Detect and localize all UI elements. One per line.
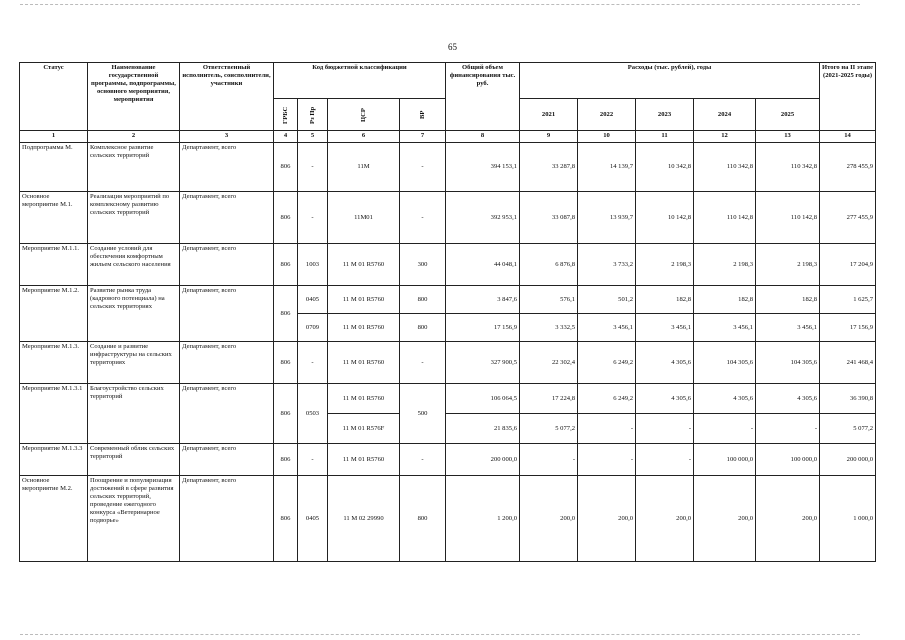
cell-2021: -	[520, 444, 578, 476]
cell-rzpr: -	[298, 192, 328, 244]
cell-2021: 576,1	[520, 286, 578, 314]
cell-2022: 6 249,2	[578, 384, 636, 414]
cell-total: 17 156,9	[446, 314, 520, 342]
cell-total: 1 200,0	[446, 476, 520, 562]
scan-edge-bottom	[20, 634, 860, 635]
cell-total: 392 953,1	[446, 192, 520, 244]
cell-2024: 200,0	[694, 476, 756, 562]
cell-total: 3 847,6	[446, 286, 520, 314]
cell-csr: 11М	[328, 143, 400, 192]
cell-responsible: Департамент, всего	[180, 244, 274, 286]
cell-responsible: Департамент, всего	[180, 476, 274, 562]
cell-2023: -	[636, 414, 694, 444]
cell-responsible: Департамент, всего	[180, 444, 274, 476]
cell-status: Основное мероприятие М.1.	[20, 192, 88, 244]
cell-name: Реализация мероприятий по комплексному развитию сельских территорий	[88, 192, 180, 244]
table-row	[20, 244, 876, 286]
cell-2021: 5 077,2	[520, 414, 578, 444]
cell-rzpr: 0503	[298, 384, 328, 444]
cell-2021: 3 332,5	[520, 314, 578, 342]
column-number: 1	[20, 131, 88, 143]
cell-2022: 3 456,1	[578, 314, 636, 342]
column-number: 10	[578, 131, 636, 143]
cell-2024: 4 305,6	[694, 384, 756, 414]
cell-rzpr: -	[298, 342, 328, 384]
cell-2023: 10 142,8	[636, 192, 694, 244]
header-budget-code: Код бюджетной классификации	[274, 63, 446, 99]
cell-csr: 11 М 01 R576F	[328, 414, 400, 444]
cell-2024: 182,8	[694, 286, 756, 314]
table-row	[20, 143, 876, 192]
header-expenses: Расходы (тыс. рублей), годы	[520, 63, 820, 99]
cell-2021: 33 287,8	[520, 143, 578, 192]
cell-vr: 800	[400, 476, 446, 562]
column-number: 3	[180, 131, 274, 143]
cell-status: Мероприятие М.1.3.	[20, 342, 88, 384]
cell-2024: 2 198,3	[694, 244, 756, 286]
cell-2024: 100 000,0	[694, 444, 756, 476]
cell-grbs: 806	[274, 143, 298, 192]
column-number: 8	[446, 131, 520, 143]
cell-2024: 110 342,8	[694, 143, 756, 192]
cell-responsible: Департамент, всего	[180, 384, 274, 444]
cell-name: Современный облик сельских территорий	[88, 444, 180, 476]
cell-csr: 11 М 01 R5760	[328, 286, 400, 314]
cell-2025: 4 305,6	[756, 384, 820, 414]
cell-rzpr: 0405	[298, 286, 328, 314]
cell-total: 21 835,6	[446, 414, 520, 444]
table-row	[20, 342, 876, 384]
table-row	[20, 192, 876, 244]
cell-status: Мероприятие М.1.3.1	[20, 384, 88, 444]
cell-2024: 3 456,1	[694, 314, 756, 342]
cell-2023: 182,8	[636, 286, 694, 314]
column-number: 14	[820, 131, 876, 143]
cell-2023: 3 456,1	[636, 314, 694, 342]
column-number: 2	[88, 131, 180, 143]
column-number: 12	[694, 131, 756, 143]
cell-stage: 5 077,2	[820, 414, 876, 444]
cell-vr: -	[400, 192, 446, 244]
cell-stage: 17 156,9	[820, 314, 876, 342]
cell-vr: 500	[400, 384, 446, 444]
column-number: 4	[274, 131, 298, 143]
cell-stage: 36 390,8	[820, 384, 876, 414]
header-status: Статус	[20, 63, 88, 131]
header-total-volume: Общий объем финансирования тыс. руб.	[446, 63, 520, 131]
cell-2023: 4 305,6	[636, 342, 694, 384]
cell-name: Поощрение и популяризация достижений в сфере развития сельских территорий, проведение ежегодного конкурса «Ветеринарное подворье»	[88, 476, 180, 562]
cell-grbs: 806	[274, 286, 298, 342]
cell-2025: 110 342,8	[756, 143, 820, 192]
header-year-2023: 2023	[636, 99, 694, 131]
cell-2022: 13 939,7	[578, 192, 636, 244]
cell-2021: 200,0	[520, 476, 578, 562]
cell-status: Мероприятие М.1.1.	[20, 244, 88, 286]
cell-csr: 11 М 01 R5760	[328, 342, 400, 384]
table-row	[20, 384, 876, 414]
scan-edge-top	[20, 4, 860, 5]
header-program-name: Наименование государственной программы, подпрограммы, основного мероприятия, мероприятия	[88, 63, 180, 131]
header-year-2022: 2022	[578, 99, 636, 131]
cell-name: Создание условий для обеспечения комфортным жильем сельского населения	[88, 244, 180, 286]
header-year-2021: 2021	[520, 99, 578, 131]
cell-2025: 200,0	[756, 476, 820, 562]
cell-csr: 11 М 01 R5760	[328, 384, 400, 414]
cell-status: Подпрограмма М.	[20, 143, 88, 192]
cell-stage: 277 455,9	[820, 192, 876, 244]
cell-responsible: Департамент, всего	[180, 342, 274, 384]
cell-2025: 100 000,0	[756, 444, 820, 476]
cell-vr: -	[400, 444, 446, 476]
header-vr: ВР	[400, 99, 446, 131]
cell-2022: -	[578, 414, 636, 444]
cell-rzpr: -	[298, 143, 328, 192]
cell-stage: 1 000,0	[820, 476, 876, 562]
cell-grbs: 806	[274, 244, 298, 286]
cell-stage: 241 468,4	[820, 342, 876, 384]
cell-csr: 11 М 01 R5760	[328, 314, 400, 342]
cell-2023: 4 305,6	[636, 384, 694, 414]
cell-vr: -	[400, 342, 446, 384]
table-row	[20, 476, 876, 562]
cell-2021: 22 302,4	[520, 342, 578, 384]
cell-name: Развитие рынка труда (кадрового потенциала) на сельских территориях	[88, 286, 180, 342]
cell-2022: 6 249,2	[578, 342, 636, 384]
cell-2025: 104 305,6	[756, 342, 820, 384]
cell-stage: 1 625,7	[820, 286, 876, 314]
header-grbs: ГРБС	[274, 99, 298, 131]
cell-2025: 3 456,1	[756, 314, 820, 342]
cell-2022: 14 139,7	[578, 143, 636, 192]
cell-csr: 11 М 01 R5760	[328, 444, 400, 476]
cell-grbs: 806	[274, 444, 298, 476]
page-number: 65	[448, 42, 457, 52]
cell-status: Мероприятие М.1.2.	[20, 286, 88, 342]
cell-status: Основное мероприятие М.2.	[20, 476, 88, 562]
cell-2025: 2 198,3	[756, 244, 820, 286]
header-rz-pr: Рз Пр	[298, 99, 328, 131]
cell-vr: 800	[400, 314, 446, 342]
cell-2024: -	[694, 414, 756, 444]
cell-total: 44 048,1	[446, 244, 520, 286]
cell-grbs: 806	[274, 342, 298, 384]
cell-stage: 278 455,9	[820, 143, 876, 192]
cell-total: 394 153,1	[446, 143, 520, 192]
cell-rzpr: 0709	[298, 314, 328, 342]
header-stage-total: Итого на II этапе (2021-2025 годы)	[820, 63, 876, 131]
cell-stage: 200 000,0	[820, 444, 876, 476]
cell-total: 327 900,5	[446, 342, 520, 384]
cell-csr: 11 М 01 R5760	[328, 244, 400, 286]
cell-2024: 110 142,8	[694, 192, 756, 244]
column-number: 5	[298, 131, 328, 143]
cell-2025: -	[756, 414, 820, 444]
cell-2024: 104 305,6	[694, 342, 756, 384]
cell-name: Создание и развитие инфраструктуры на сельских территориях	[88, 342, 180, 384]
cell-2022: 501,2	[578, 286, 636, 314]
cell-2023: -	[636, 444, 694, 476]
cell-grbs: 806	[274, 192, 298, 244]
cell-vr: 800	[400, 286, 446, 314]
cell-2022: -	[578, 444, 636, 476]
cell-2021: 17 224,8	[520, 384, 578, 414]
table-row	[20, 286, 876, 314]
cell-2022: 200,0	[578, 476, 636, 562]
cell-2023: 200,0	[636, 476, 694, 562]
cell-2022: 3 733,2	[578, 244, 636, 286]
cell-responsible: Департамент, всего	[180, 286, 274, 342]
header-responsible: Ответственный исполнитель, соисполнители, участники	[180, 63, 274, 131]
cell-grbs: 806	[274, 384, 298, 444]
cell-name: Комплексное развитие сельских территорий	[88, 143, 180, 192]
column-number: 11	[636, 131, 694, 143]
header-year-2025: 2025	[756, 99, 820, 131]
cell-name: Благоустройство сельских территорий	[88, 384, 180, 444]
cell-csr: 11 М 02 29990	[328, 476, 400, 562]
column-number: 7	[400, 131, 446, 143]
cell-total: 106 064,5	[446, 384, 520, 414]
cell-2023: 10 342,8	[636, 143, 694, 192]
budget-table	[19, 62, 876, 562]
cell-2021: 33 087,8	[520, 192, 578, 244]
cell-stage: 17 204,9	[820, 244, 876, 286]
cell-csr: 11М01	[328, 192, 400, 244]
cell-vr: -	[400, 143, 446, 192]
column-number: 6	[328, 131, 400, 143]
header-year-2024: 2024	[694, 99, 756, 131]
column-number: 13	[756, 131, 820, 143]
cell-2025: 110 142,8	[756, 192, 820, 244]
cell-2025: 182,8	[756, 286, 820, 314]
cell-responsible: Департамент, всего	[180, 143, 274, 192]
cell-2023: 2 198,3	[636, 244, 694, 286]
table-row	[20, 444, 876, 476]
cell-status: Мероприятие М.1.3.3	[20, 444, 88, 476]
cell-vr: 300	[400, 244, 446, 286]
cell-rzpr: -	[298, 444, 328, 476]
header-csr: ЦСР	[328, 99, 400, 131]
cell-grbs: 806	[274, 476, 298, 562]
cell-total: 200 000,0	[446, 444, 520, 476]
cell-rzpr: 0405	[298, 476, 328, 562]
cell-responsible: Департамент, всего	[180, 192, 274, 244]
cell-2021: 6 876,8	[520, 244, 578, 286]
column-number: 9	[520, 131, 578, 143]
cell-rzpr: 1003	[298, 244, 328, 286]
